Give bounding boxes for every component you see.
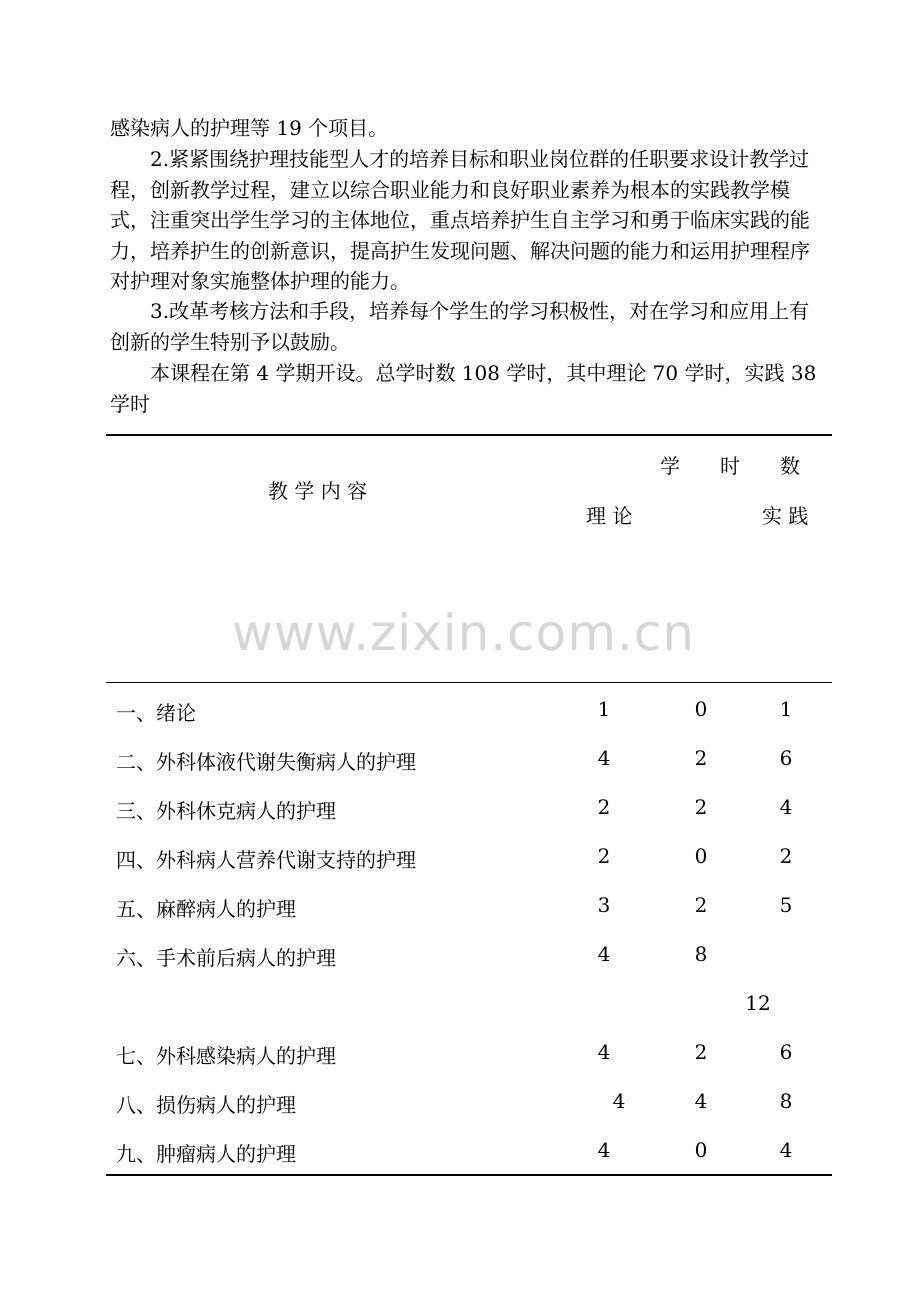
row-value-a: 4 — [597, 1138, 611, 1162]
row-label: 三、外科休克病人的护理 — [116, 799, 336, 823]
table-top-rule — [106, 434, 832, 436]
row-value-a: 2 — [597, 844, 611, 868]
row-label: 二、外科体液代谢失衡病人的护理 — [116, 750, 416, 774]
row-value-c: 4 — [779, 795, 793, 819]
paragraph-intro-end: 感染病人的护理等 19 个项目。 — [110, 116, 389, 140]
row-value-c: 4 — [779, 1138, 793, 1162]
row-label: 六、手术前后病人的护理 — [116, 946, 336, 970]
header-hours: 学 时 数 — [660, 454, 800, 478]
row-label: 七、外科感染病人的护理 — [116, 1044, 336, 1068]
table-row — [106, 836, 832, 876]
header-practice: 实 践 — [762, 504, 809, 528]
row-value-c: 6 — [779, 1040, 793, 1064]
row-label: 四、外科病人营养代谢支持的护理 — [116, 848, 416, 872]
paragraph-schedule: 本课程在第 4 学期开设。总学时数 108 学时，其中理论 70 学时，实践 38 学时 — [110, 361, 817, 416]
row-value-b: 0 — [694, 1138, 708, 1162]
row-value-a: 3 — [597, 893, 611, 917]
row-label: 五、麻醉病人的护理 — [116, 897, 296, 921]
table-row — [106, 1081, 832, 1121]
row-value-b: 0 — [694, 844, 708, 868]
row-value-b: 2 — [694, 1040, 708, 1064]
header-teaching-content: 教 学 内 容 — [268, 479, 368, 503]
row-value-a: 4 — [612, 1089, 626, 1113]
row-value-b: 2 — [694, 746, 708, 770]
table-row — [106, 689, 832, 729]
table-row-continuation — [106, 983, 832, 1023]
row-value-c: 12 — [745, 991, 771, 1015]
row-value-b: 2 — [694, 795, 708, 819]
header-theory: 理 论 — [586, 504, 633, 528]
table-header-rule — [106, 682, 832, 683]
row-value-a: 4 — [597, 1040, 611, 1064]
row-label: 一、绪论 — [116, 701, 196, 725]
row-value-b: 8 — [694, 942, 708, 966]
row-label: 八、损伤病人的护理 — [116, 1093, 296, 1117]
row-value-b: 4 — [694, 1089, 708, 1113]
row-value-a: 4 — [597, 942, 611, 966]
row-value-c: 2 — [779, 844, 793, 868]
table-row — [106, 885, 832, 925]
table-row — [106, 1032, 832, 1072]
table-row — [106, 934, 832, 974]
paragraph-point-2: 2.紧紧围绕护理技能型人才的培养目标和职业岗位群的任职要求设计教学过程，创新教学过程，建立以综合职业能力和良好职业素养为根本的实践教学模式，注重突出学生学习的主体地位，重点培养护生自主学习和勇于临床实践的能力，培养护生的创新意识，提高护生发现问题、解决问题的能力和运用护理程序对护理对象实施整体护理的能力。 — [110, 147, 810, 293]
table-row — [106, 738, 832, 778]
row-value-a: 2 — [597, 795, 611, 819]
row-value-c: 8 — [779, 1089, 793, 1113]
paragraph-point-3: 3.改革考核方法和手段，培养每个学生的学习积极性，对在学习和应用上有创新的学生特别予以鼓励。 — [110, 299, 810, 354]
row-value-a: 4 — [597, 746, 611, 770]
row-value-c: 6 — [779, 746, 793, 770]
table-bottom-rule — [106, 1174, 832, 1176]
row-label: 九、肿瘤病人的护理 — [116, 1142, 296, 1166]
watermark: www.zixin.com.cn — [232, 604, 696, 662]
row-value-b: 0 — [694, 697, 708, 721]
row-value-c: 5 — [779, 893, 793, 917]
table-row — [106, 1130, 832, 1170]
table-row — [106, 787, 832, 827]
row-value-b: 2 — [694, 893, 708, 917]
row-value-c: 1 — [779, 697, 793, 721]
row-value-a: 1 — [597, 697, 611, 721]
